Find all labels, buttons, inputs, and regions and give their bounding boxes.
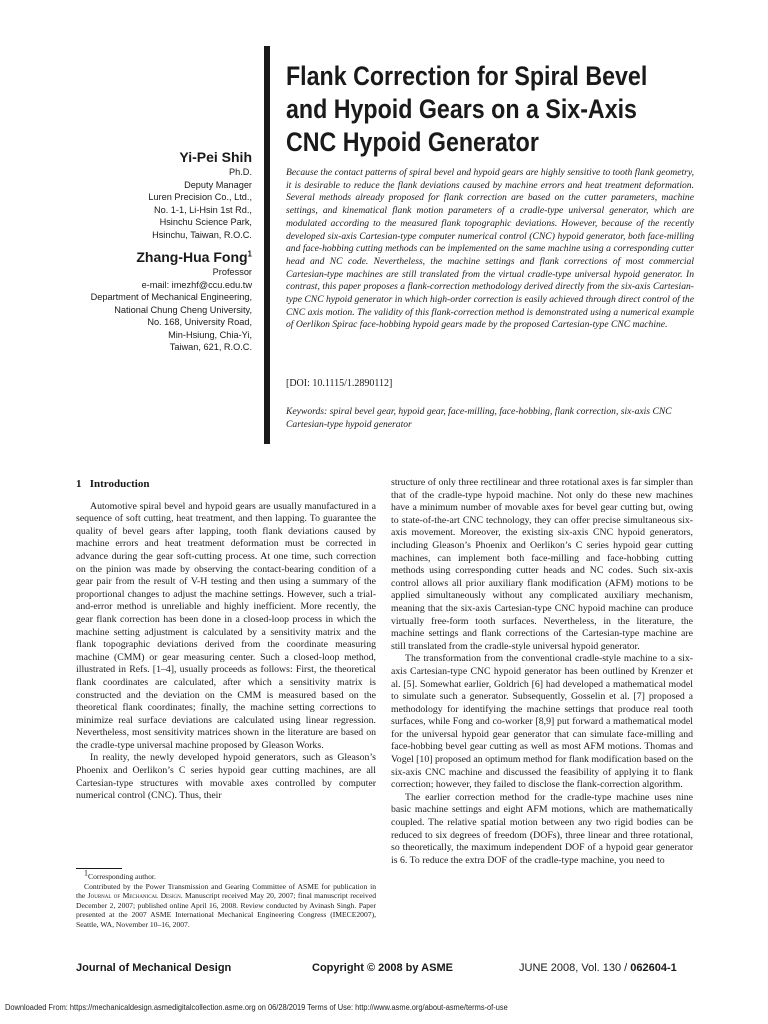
- paragraph: The earlier correction method for the cradle-type machine uses nine basic machine settings and eight AFM motions, which are mathematically coupled. The relative spatial motion between any two rigid bodies can be reduced to six degrees of freedom (DOFs), three linear and three rotational, so theoretically, the maximum independent DOF of a hypoid gear generator is 6. To reduce the extra DOF of the cradle-type machine, you need to: [391, 791, 693, 866]
- footnote-mark: 1: [84, 868, 88, 878]
- section-title: Introduction: [89, 478, 150, 490]
- footnote-corresponding-text: Corresponding author.: [88, 872, 156, 881]
- section-number: 1: [76, 478, 82, 490]
- author2-footnote-mark: 1: [247, 249, 252, 259]
- title-line-3: CNC Hypoid Generator: [286, 127, 539, 157]
- author1-address-3: Hsinchu, Taiwan, R.O.C.: [152, 229, 252, 240]
- author2-address-2: Min-Hsiung, Chia-Yi,: [168, 329, 252, 340]
- author-block-1: [148, 148, 252, 241]
- footer-issue-info: [519, 962, 677, 974]
- footnote: [76, 868, 376, 930]
- author-name-1: Yi-Pei Shih: [179, 149, 252, 165]
- author2-address-3: Taiwan, 621, R.O.C.: [169, 342, 252, 352]
- author2-position: Professor: [212, 267, 252, 277]
- doi: [DOI: 10.1115/1.2890112]: [286, 378, 393, 389]
- footnote-contribution-prefix: Contributed by the Power Transmission and Gearing Committee of ASME for publication in the: [76, 881, 376, 901]
- author2-department: Department of Mechanical Engineering,: [90, 292, 252, 302]
- paragraph: The transformation from the conventional cradle-style machine to a six-axis Cartesian-type CNC hypoid generator has been outlined by Krenzer et al. [5]. Somewhat earlier, Goldrich [6] had developed a mathematical model to simulate such a generator. Subsequently, Gosselin et al. [7] proposed a methodology for identifying the machine settings that produce real tooth surfaces, while Fong and co-worker [8,9] put forward a mathematical model for the universal hypoid gear generator that can simulate face-milling and face-hobbing bevel gear cutting as well as most AFM motions. Thomas and Vogel [10] proposed an optimum method for flank modification based on the six-axis CNC machine and discussed the feasibility of applying it to flank correction; however, they failed to disclose the flank-correction algorithm.: [391, 653, 693, 791]
- footnote-contribution-suffix: . Manuscript received May 20, 2007; final manuscript received December 2, 2007; published online April 16, 2008. Review conducted by Avinash Singh. Paper presented at the 2007 ASME International Mechanical Engineering Congress (IMECE2007), Seattle, WA, November 10–16, 2007.: [76, 891, 376, 929]
- author2-name-text: Zhang-Hua Fong: [136, 249, 248, 265]
- footer-issue: JUNE 2008, Vol. 130: [519, 962, 622, 974]
- author1-address-2: Hsinchu Science Park,: [159, 217, 252, 227]
- author1-address-1: No. 1-1, Li-Hsin 1st Rd.,: [153, 204, 252, 215]
- author1-affiliation: Luren Precision Co., Ltd.,: [148, 192, 252, 202]
- footer-copyright: Copyright © 2008 by ASME: [312, 962, 453, 974]
- footer-journal: Journal of Mechanical Design: [76, 962, 232, 974]
- paragraph: In reality, the newly developed hypoid generators, such as Gleason’s Phoenix and Oerlikon’s C series hypoid gear cutting machines, are all Cartesian-type structures with movable axes controlled by computer numerical control (CNC). Thus, their: [76, 752, 376, 802]
- title-rule: [264, 46, 270, 444]
- paper-title: [286, 60, 690, 159]
- footer-separator: /: [621, 962, 631, 974]
- download-notice: Downloaded From: https://mechanicaldesign.asmedigitalcollection.asme.org on 06/28/2019 Terms of Use: http://www.asme.org/about-asme/terms-of-use: [5, 1003, 508, 1012]
- footnote-contribution: [76, 882, 376, 930]
- body-column-right: [391, 477, 693, 867]
- author1-degree: Ph.D.: [229, 167, 252, 177]
- footnote-rule: [76, 868, 122, 869]
- paragraph: Automotive spiral bevel and hypoid gears are usually manufactured in a sequence of soft cutting, heat treatment, and then lapping. To guarantee the quality of bevel gears after lapping, tooth flank deviations caused by machine errors and heat treatment deformation must be corrected in advance during the gear soft-cutting process. At one time, such correction on the pinion was made by observing the contact-bearing condition of a gear pair from the result of V-H testing and then using a summary of the proportional changes to adjust the machine settings. However, such a trial-and-error method is unreliable and highly inefficient. More recently, the gear flank correction has been done in a closed-loop process in which the machine setting adjustment is calculated by a sensitivity matrix and the flank topographic deviations derived from the coordinate measuring machine (CMM) or gear measuring center. Such a closed-loop method, illustrated in Refs. [1–4], usually proceeds as follows: First, the theoretical flank coordinates are calculated, after which a sensitivity matrix is constructed and the deviation on the CMM is measured based on the theoretical flank coordinates; finally, the machine setting corrections to minimize real surface deviations are calculated using linear regression. Nevertheless, most sensitivity matrices shown in the literature are based on the cradle-type universal machine proposed by Gleason Works.: [76, 500, 376, 751]
- author1-position: Deputy Manager: [184, 179, 252, 190]
- author2-address-1: No. 168, University Road,: [147, 317, 252, 327]
- author-name-2: [91, 248, 252, 266]
- keywords: Keywords: spiral bevel gear, hypoid gear, face-milling, face-hobbing, flank correction, six-axis CNC Cartesian-type hypoid generator: [286, 406, 672, 430]
- title-line-1: Flank Correction for Spiral Bevel: [286, 61, 648, 91]
- footer-article-number: 062604-1: [630, 962, 677, 974]
- author2-email: e-mail: imezhf@ccu.edu.tw: [141, 279, 252, 290]
- paragraph: structure of only three rectilinear and three rotational axes is far simpler than that of the cradle-type hypoid machine. Not only do these new machines have a minimum number of movable axes for bevel gear cutting but, owing to state-of-the-art CNC technology, they can offer precise simultaneous six-axis movement. Moreover, the existing six-axis CNC hypoid generators, including Gleason’s Phoenix and Oerlikon’s C series hypoid gear cutting machines, can implement both face-milling and face-hobbing cutting methods using corresponding cutter heads and NC codes. Such six-axis control allows all prior auxiliary flank modification (AFM) motions to be applied simultaneously without any complicated auxiliary mechanism, meaning that the six-axis Cartesian-type CNC hypoid machine can produce virtually free-form tooth surfaces. Nevertheless, in the literature, the machine settings and flank corrections of the Cartesian-type machine are still translated from the cradle-style universal hypoid generator.: [391, 477, 693, 652]
- footnote-corresponding: [76, 868, 376, 882]
- abstract: Because the contact patterns of spiral bevel and hypoid gears are highly sensitive to tooth flank geometry, it is desirable to reduce the flank deviations caused by machine errors and heat treatment deformation. Several methods already proposed for flank correction are based on the cutter parameters, machine settings, and kinematical flank motion parameters of a cradle-type universal generator, which are modulated according to the measured flank topographic deviations. However, because of the recently developed six-axis Cartesian-type computer numerical control (CNC) hypoid generator, both face-milling and face-hobbing cutting methods can be implemented on the same machine using a corresponding cutter head and NC code. Nevertheless, the machine settings and flank corrections of most commercial Cartesian-type machines are still translated from the virtual cradle-type universal hypoid generator. In contrast, this paper proposes a flank-correction methodology derived directly from the six-axis Cartesian-type CNC hypoid generator in which high-order correction is easily achieved through direct control of the CNC axis motion. The validity of this flank-correction method is demonstrated using a numerical example of Oerlikon Spirac face-hobbing hypoid gears made by the proposed Cartesian-type CNC machine.: [286, 167, 694, 331]
- body-column-left: [76, 478, 376, 803]
- title-line-2: and Hypoid Gears on a Six-Axis: [286, 94, 637, 124]
- author2-university: National Chung Cheng University,: [114, 304, 252, 315]
- footnote-journal-name: Journal of Mechanical Design: [87, 891, 181, 901]
- section-heading: [76, 478, 376, 491]
- author-block-2: [91, 248, 252, 354]
